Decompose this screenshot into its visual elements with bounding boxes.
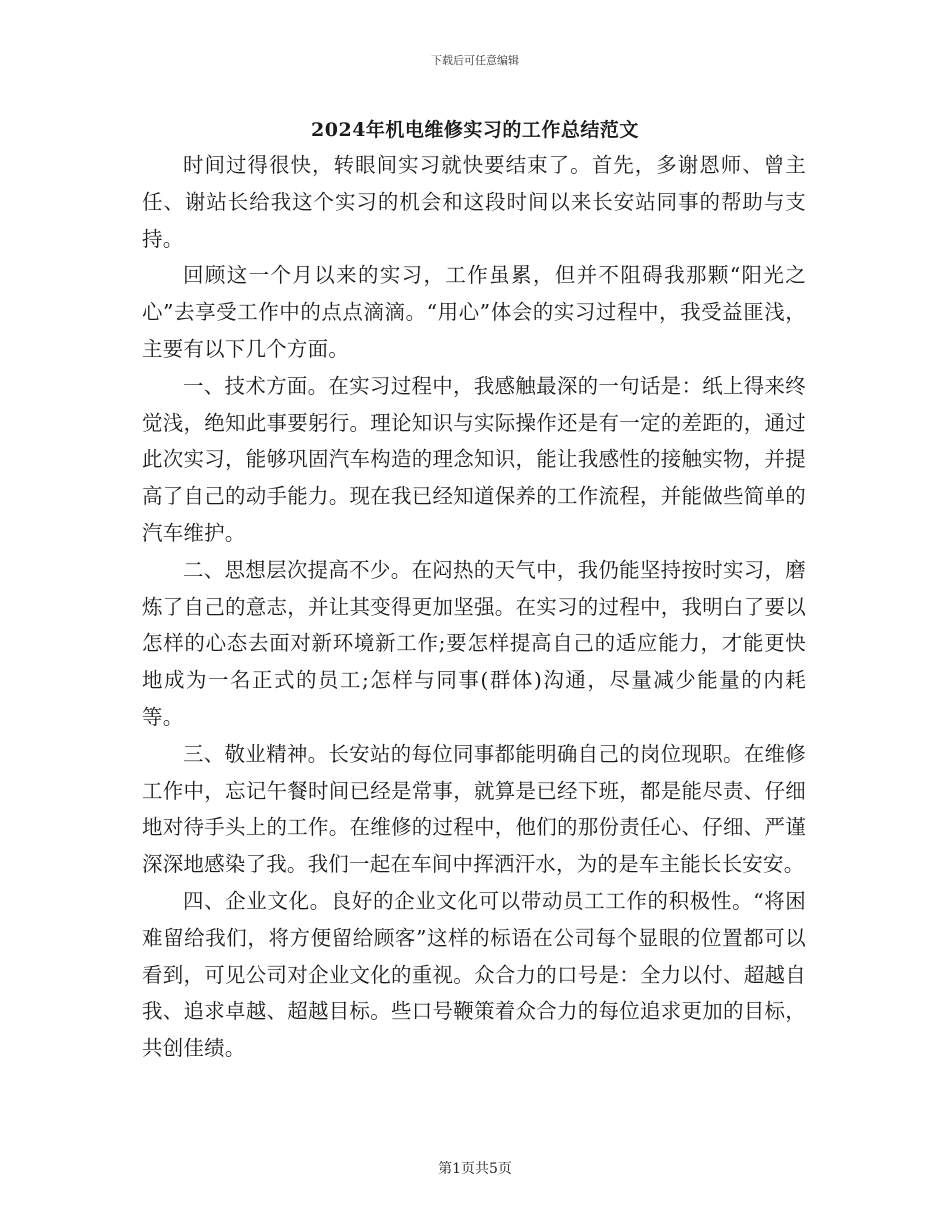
document-title: 2024年机电维修实习的工作总结范文 — [311, 119, 639, 141]
header-note: 下载后可任意编辑 — [431, 54, 519, 67]
paragraph-review: 回顾这一个月以来的实习，工作虽累，但并不阻碍我那颗“阳光之心”去享受工作中的点点滴滴。“用心”体会的实习过程中，我受益匪浅，主要有以下几个方面。 — [142, 263, 806, 361]
paragraph-technical: 一、技术方面。在实习过程中，我感触最深的一句话是：纸上得来终觉浅，绝知此事要躬行。理论知识与实际操作还是有一定的差距的，通过此次实习，能够巩固汽车构造的理念知识，能让我感性的接触实物，并提高了自己的动手能力。现在我已经知道保养的工作流程，并能做些简单的汽车维护。 — [142, 373, 806, 545]
paragraph-dedication: 三、敬业精神。长安站的每位同事都能明确自己的岗位现职。在维修工作中，忘记午餐时间已经是常事，就算是已经下班，都是能尽责、仔细地对待手头上的工作。在维修的过程中，他们的那份责任心、仔细、严谨深深地感染了我。我们一起在车间中挥洒汗水，为的是车主能长长安安。 — [142, 741, 806, 877]
paragraph-mindset: 二、思想层次提高不少。在闷热的天气中，我仍能坚持按时实习，磨炼了自己的意志，并让其变得更加坚强。在实习的过程中，我明白了要以怎样的心态去面对新环境新工作;要怎样提高自己的适应能力，才能更快地成为一名正式的员工;怎样与同事(群体)沟通，尽量减少能量的内耗等。 — [142, 557, 806, 729]
page-number: 第1页共5页 — [438, 1161, 512, 1177]
document-body — [142, 147, 806, 1067]
paragraph-culture: 四、企业文化。良好的企业文化可以带动员工工作的积极性。“将困难留给我们，将方便留给顾客”这样的标语在公司每个显眼的位置都可以看到，可见公司对企业文化的重视。众合力的口号是：全力以付、超越自我、追求卓越、超越目标。些口号鞭策着众合力的每位追求更加的目标，共创佳绩。 — [142, 888, 806, 1061]
paragraph-intro: 时间过得很快，转眼间实习就快要结束了。首先，多谢恩师、曾主任、谢站长给我这个实习的机会和这段时间以来长安站同事的帮助与支持。 — [142, 153, 806, 251]
